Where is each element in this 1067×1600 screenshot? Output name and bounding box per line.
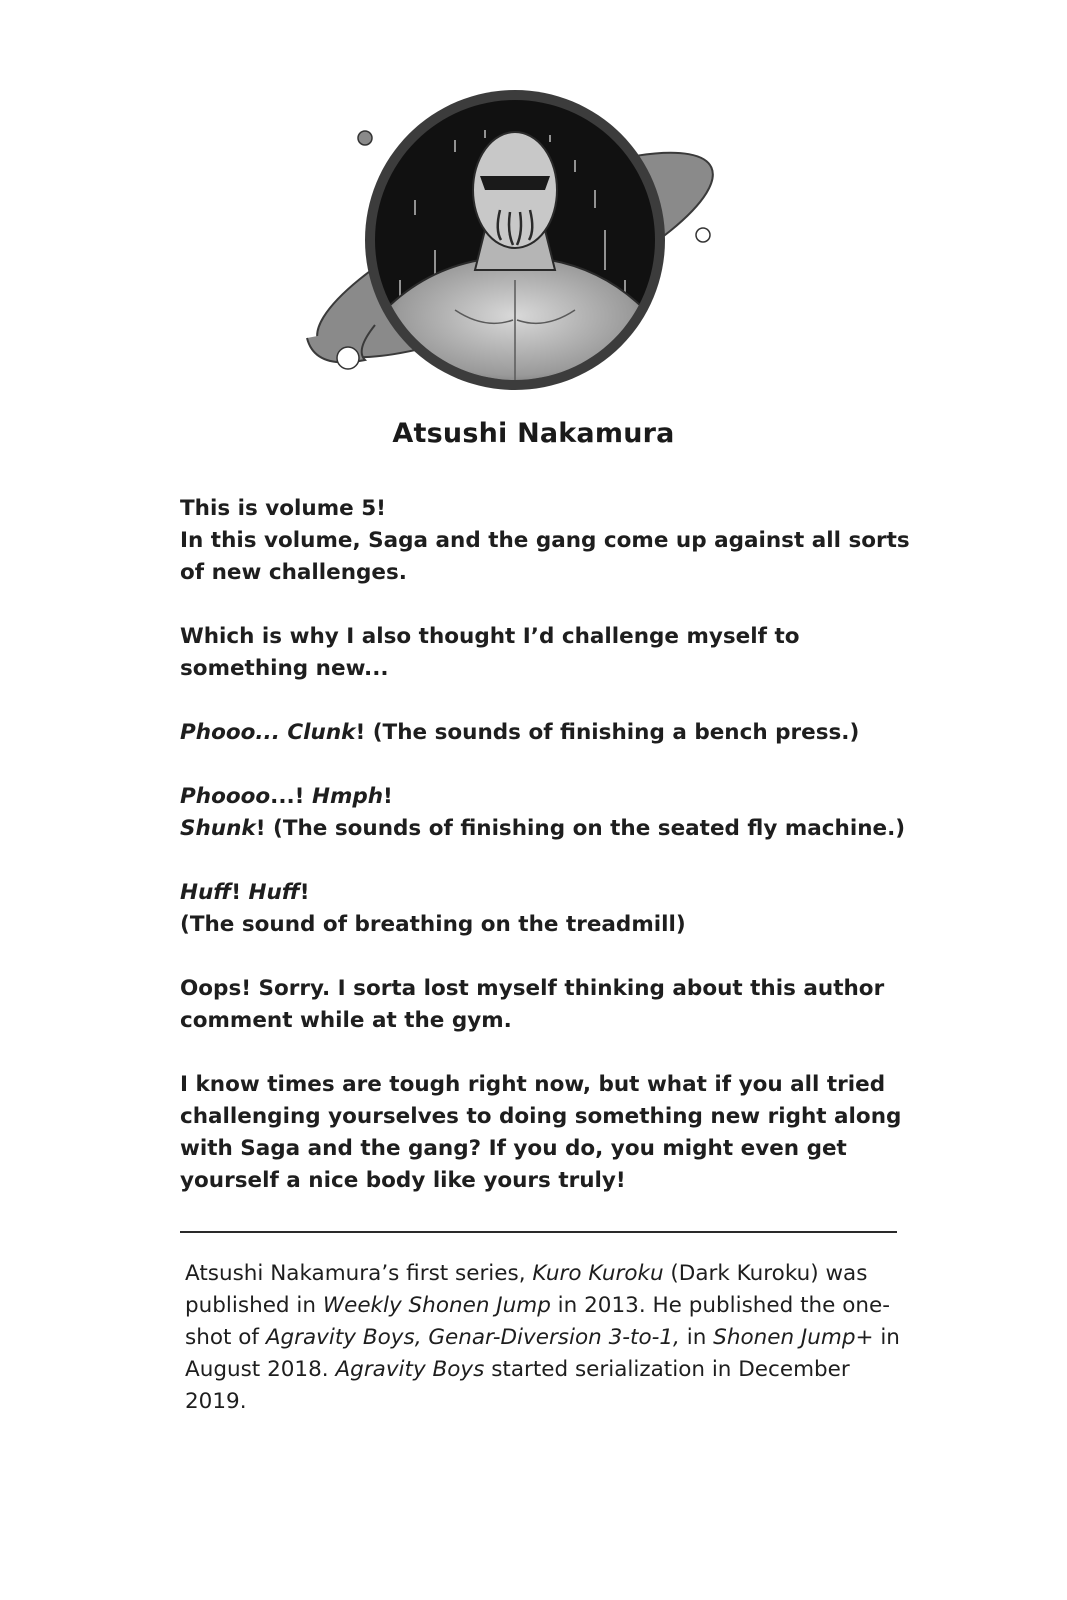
bio-text: Atsushi Nakamura’s first series, [185,1261,533,1286]
bio-text: (Dark Kuroku) was published in [185,1261,868,1318]
comment-text: ! (The sounds of finishing a bench press.) [355,720,860,745]
bio-title: Weekly Shonen Jump [322,1293,551,1318]
sound-effect: Phoooo [180,784,271,809]
comment-paragraph [180,717,910,749]
comment-paragraph [180,781,910,845]
comment-text: ! [231,880,249,905]
comment-line: I know times are tough right now, but what if you all tried challenging yourselves to doing something new right along with Saga and the gang? If you do, you might even get yourself a nice body like yours truly! [180,1072,902,1193]
sound-effect: Huff [180,880,232,905]
comment-paragraph [180,877,910,941]
sound-effect: Phooo... [180,720,288,745]
comment-text: ! (The sounds of finishing on the seated fly machine.) [255,816,906,841]
sound-effect: Huff [248,880,300,905]
sound-effect: Hmph [311,784,384,809]
bio-title: Kuro Kuroku [532,1261,664,1286]
comment-line: Which is why I also thought I’d challenge myself to something new... [180,624,800,681]
comment-line: (The sound of breathing on the treadmill) [180,912,686,937]
comment-line: In this volume, Saga and the gang come up against all sorts of new challenges. [180,528,910,585]
bio-paragraph [185,1258,905,1418]
comment-text: ! [383,784,393,809]
comment-paragraph [180,1069,910,1197]
author-comment [180,493,910,1229]
author-portrait [295,80,745,410]
divider [180,1231,897,1233]
comment-line: This is volume 5! [180,496,386,521]
bio-text: in August 2018. [185,1325,900,1382]
sound-effect: Clunk [287,720,356,745]
bio-title: Shonen Jump+ [713,1325,874,1350]
comment-text: ...! [270,784,312,809]
comment-paragraph [180,493,910,589]
author-name: Atsushi Nakamura [392,418,675,449]
planet-portrait-icon [295,80,745,410]
bio-text: started serialization in December 2019. [185,1357,850,1414]
author-bio [185,1258,905,1418]
comment-paragraph [180,621,910,685]
comment-line: Oops! Sorry. I sorta lost myself thinking about this author comment while at the gym. [180,976,885,1033]
bio-text: in [679,1325,714,1350]
comment-paragraph [180,973,910,1037]
sound-effect: Shunk [180,816,256,841]
comment-text: ! [299,880,310,905]
bio-title: Agravity Boys [335,1357,485,1382]
bio-title: Agravity Boys, Genar-Diversion 3-to-1, [265,1325,680,1350]
bio-text: in 2013. He published the one-shot of [185,1293,891,1350]
